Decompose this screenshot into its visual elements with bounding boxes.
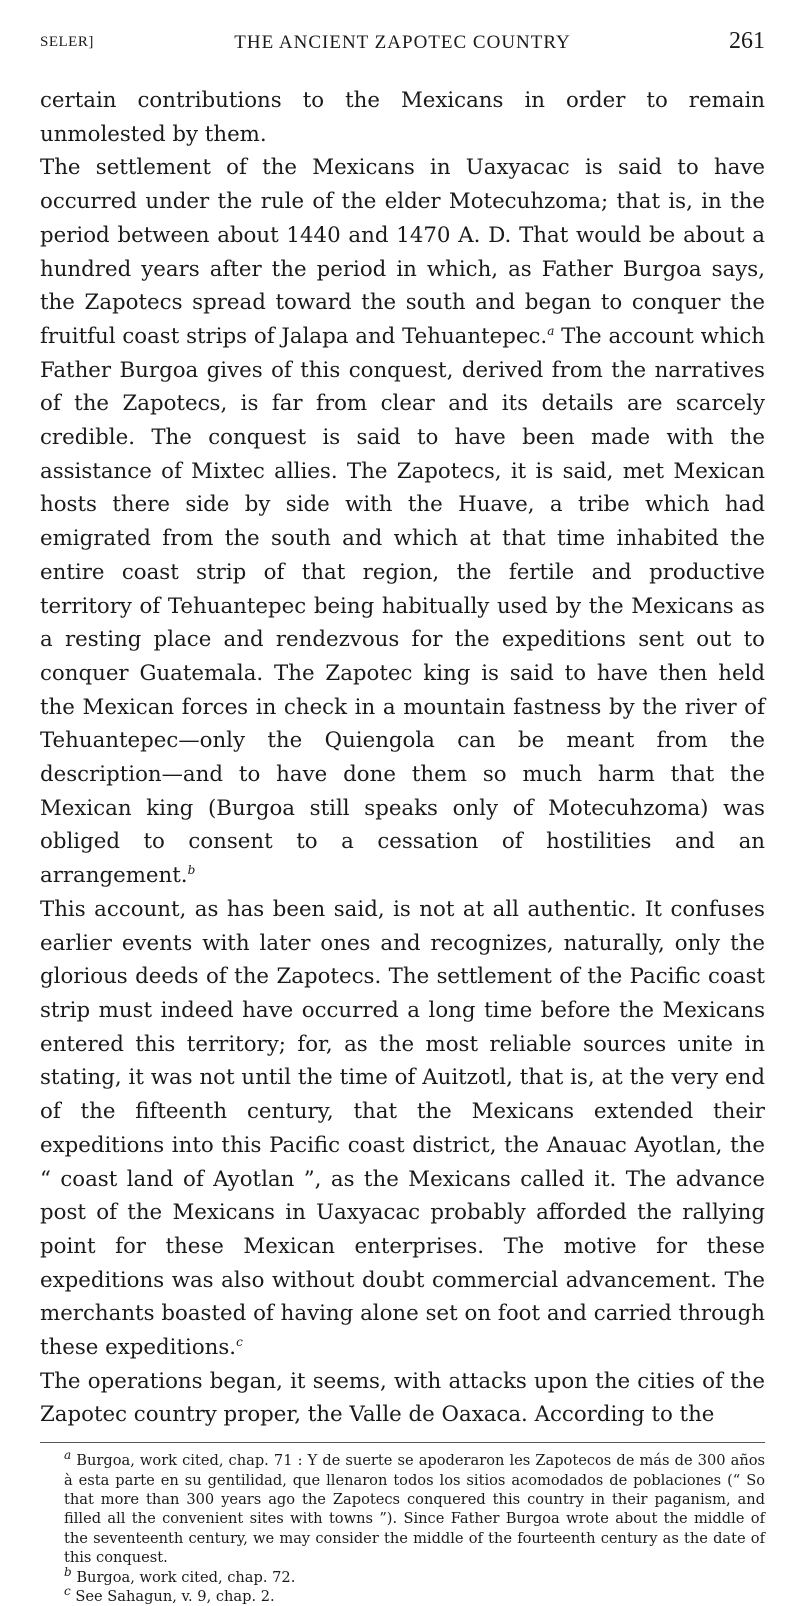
header-author: SELER] — [40, 34, 94, 50]
footnote-b-text: Burgoa, work cited, chap. 72. — [76, 1568, 296, 1586]
paragraph-1-text: certain contributions to the Mexicans in order to remain unmolested by them. — [40, 88, 765, 147]
footnote-b-mark: b — [64, 1564, 72, 1579]
footnote-divider — [40, 1442, 765, 1443]
paragraph-3-text: This account, as has been said, is not at all authentic. It confuses earlier events with later ones and recognizes, naturally, only the glorious deeds of the Zapotecs. The settlement of the Pacific coast strip must indeed have occurred a long time before the Mexicans entered this territory; for, as the most reliable sources unite in stating, it was not until the time of Auitzotl, that is, at the very end of the fifteenth century, that the Mexicans extended their expeditions into this Pacific coast district, the Anauac Ayotlan, the “ coast land of Ayotlan ”, as the Mexicans called it. The advance post of the Mexicans in Uaxyacac probably afforded the rallying point for these Mexican enterprises. The motive for these expeditions was also without doubt commercial advancement. The merchants boasted of having alone set on foot and carried through these expeditions. — [40, 896, 765, 1361]
footnote-c — [40, 1584, 765, 1606]
page — [40, 22, 765, 1606]
header-title: THE ANCIENT ZAPOTEC COUNTRY — [234, 32, 571, 53]
footnote-c-mark: c — [64, 1584, 71, 1599]
paragraph-3 — [40, 893, 765, 1365]
paragraph-4 — [40, 1365, 765, 1432]
footnotes — [40, 1448, 766, 1606]
footnote-ref-c[interactable]: c — [236, 1334, 243, 1349]
footnote-ref-a[interactable]: a — [547, 323, 555, 338]
footnote-a — [40, 1448, 766, 1567]
paragraph-1 — [40, 84, 765, 151]
paragraph-4-text: The operations began, it seems, with attacks upon the cities of the Zapotec country proper, the Valle de Oaxaca. According to the — [40, 1368, 765, 1428]
footnote-a-mark: a — [64, 1448, 72, 1463]
page-number: 261 — [729, 28, 765, 54]
body-text — [40, 84, 765, 1432]
paragraph-2-text-start: The settlement of the Mexicans in Uaxyacac is said to have occurred under the rule of the elder Motecuhzoma; that is, in the period between about 1440 and 1470 A. D. That would be about a hundred years after the period in which, as Father Burgoa says, the Zapotecs spread toward the south and began to conquer the fruitful coast strips of Jalapa and Tehuantepec. — [40, 155, 765, 349]
footnote-a-text: Burgoa, work cited, chap. 71 : Y de suerte se apoderaron les Zapotecos de más de 300 años à esta parte en su gentilidad, que llenaron todos los sitios acomodados de poblaciones (“ So that more than 300 years ago the Zapotecs conquered this country in their paganism, and filled all the convenient sites with towns ”). Since Father Burgoa wrote about the middle of the seventeenth century, we may consider the middle of the fourteenth century as the date of this conquest. — [64, 1452, 766, 1567]
paragraph-2 — [40, 151, 765, 892]
footnote-c-text: See Sahagun, v. 9, chap. 2. — [75, 1587, 275, 1605]
footnote-ref-b[interactable]: b — [187, 863, 196, 878]
paragraph-2-text-rest: The account which Father Burgoa gives of this conquest, derived from the narratives of the Zapotecs, is far from clear and its details are scarcely credible. The conquest is said to have been made with the assistance of Mixtec allies. The Zapotecs, it is said, met Mexican hosts there side by side with the Huave, a tribe which had emigrated from the south and which at that time inhabited the entire coast strip of that region, the fertile and productive territory of Tehuantepec being habitually used by the Mexicans as a resting place and rendezvous for the expeditions sent out to conquer Guatemala. The Zapotec king is said to have then held the Mexican forces in check in a mountain fastness by the river of Tehuantepec—only the Quiengola can be meant from the description—and to have done them so much harm that the Mexican king (Burgoa still speaks only of Motecuhzoma) was obliged to consent to a cessation of hostilities and an arrangement. — [40, 323, 765, 889]
running-header — [40, 22, 765, 62]
footnote-b — [40, 1564, 765, 1587]
